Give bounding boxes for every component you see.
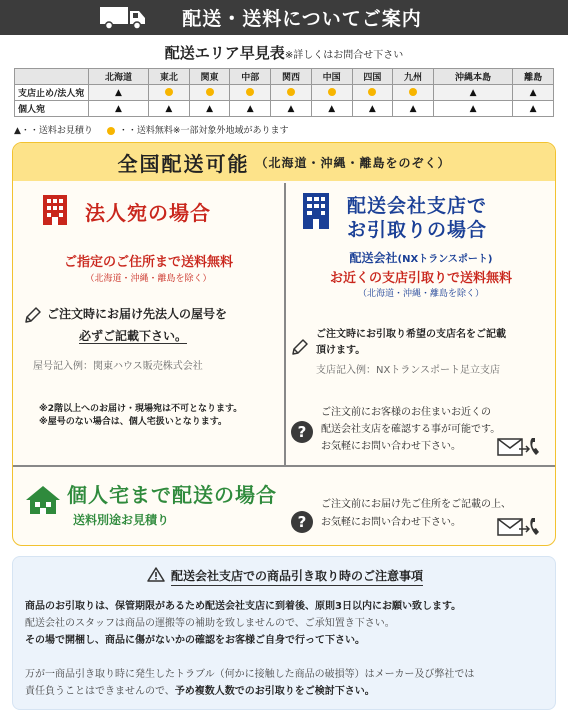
mark-cell	[311, 101, 352, 117]
personal-subtitle: 送料別途お見積り	[73, 513, 170, 527]
mark-cell	[89, 85, 149, 101]
estimate-triangle-icon: ▲	[368, 103, 376, 114]
table-legend	[14, 123, 288, 136]
estimate-triangle-icon: ▲	[115, 87, 122, 98]
mark-cell	[393, 85, 434, 101]
delivery-area-table	[14, 68, 554, 117]
free-dot-icon	[409, 88, 417, 96]
corporate-instruction-1: ご注文時にお届け先法人の屋号を	[47, 307, 228, 321]
notice-line-2: 配送会社のスタッフは商品の運搬等の補助を致しませんので、ご承知置き下さい。	[25, 618, 395, 629]
pickup-question-3: お気軽にお問い合わせ下さい。	[321, 441, 461, 452]
corporate-title: 法人宛の場合	[85, 201, 211, 225]
estimate-triangle-icon: ▲	[469, 87, 477, 98]
pickup-notice-box	[12, 556, 556, 710]
notice-line-4: 万が一商品引き取り時に発生したトラブル（何かに接触した商品の破損等）はメーカー及び弊社では	[25, 669, 475, 680]
estimate-triangle-icon: ▲	[246, 103, 254, 114]
area-table-heading: 配送エリア早見表	[164, 44, 285, 62]
pickup-title-2: お引取りの場合	[347, 219, 488, 241]
area-table-title	[0, 42, 568, 63]
mark-cell	[433, 85, 512, 101]
pencil-icon	[23, 305, 43, 325]
pickup-carrier-name: 配送会社	[349, 251, 398, 265]
corporate-instruction-2: 必ずご記載下さい。	[79, 329, 188, 343]
legend-triangle: ▲・・送料お見積り	[14, 126, 93, 136]
mail-phone-icon	[497, 435, 541, 459]
pickup-example: 支店記入例：NXトランスポート足立支店	[316, 365, 501, 376]
building-red-icon	[43, 195, 67, 225]
personal-question-2: お気軽にお問い合わせ下さい。	[321, 517, 461, 528]
mark-cell	[513, 101, 554, 117]
estimate-triangle-icon: ▲	[115, 103, 122, 114]
pickup-instruction-2: 頂けます。	[316, 345, 366, 356]
pickup-carrier	[285, 249, 556, 266]
corporate-example: 屋号記入例：関東ハウス販売株式会社	[33, 361, 203, 372]
region-header: 関西	[271, 69, 312, 85]
region-header: 沖縄本島	[433, 69, 512, 85]
personal-title: 個人宅まで配送の場合	[67, 483, 277, 507]
table-row	[15, 101, 554, 117]
question-icon: ?	[291, 511, 313, 533]
free-dot-icon	[368, 88, 376, 96]
row-label: 個人宛	[15, 101, 89, 117]
estimate-triangle-icon: ▲	[409, 103, 417, 114]
corporate-warning-1: ※2階以上へのお届け・現場宛は不可となります。	[39, 404, 243, 414]
mark-cell	[148, 101, 189, 117]
free-dot-icon	[287, 88, 295, 96]
mark-cell	[393, 101, 434, 117]
estimate-triangle-icon: ▲	[529, 87, 537, 98]
pickup-free-note: （北海道・沖縄・離島を除く）	[357, 289, 484, 299]
estimate-triangle-icon: ▲	[206, 103, 213, 114]
free-dot-icon	[165, 88, 173, 96]
area-table-note: ※詳しくはお問合せ下さい	[284, 50, 404, 61]
mark-cell	[311, 85, 352, 101]
region-header: 北海道	[89, 69, 149, 85]
pencil-icon	[290, 337, 310, 357]
pickup-free-line: お近くの支店引取りで送料無料	[329, 271, 512, 286]
notice-line-5	[25, 682, 375, 697]
truck-icon	[100, 7, 146, 29]
dot-icon	[107, 127, 115, 135]
vertical-divider	[284, 183, 286, 465]
notice-title-text: 配送会社支店での商品引き取り時のご注意事項	[171, 569, 423, 586]
corporate-free-line: ご指定のご住所まで送料無料	[63, 255, 233, 270]
pickup-title-1: 配送会社支店で	[347, 195, 488, 217]
horizontal-divider	[13, 465, 556, 467]
corporate-instruction-2-wrap	[79, 327, 187, 344]
house-icon	[25, 485, 61, 515]
region-header: 東北	[148, 69, 189, 85]
nationwide-title: 全国配送可能	[117, 151, 250, 176]
nationwide-banner	[13, 143, 555, 181]
notice-line-5a: 責任負うことはできませんので、	[25, 686, 175, 697]
pickup-question-1: ご注文前にお客様のお住まいお近くの	[321, 407, 491, 418]
estimate-triangle-icon: ▲	[469, 103, 477, 114]
estimate-triangle-icon: ▲	[165, 103, 173, 114]
mark-cell	[189, 85, 230, 101]
region-header: 四国	[352, 69, 393, 85]
pickup-question-2: 配送会社支店を確認する事が可能です。	[321, 424, 501, 435]
notice-title	[13, 567, 557, 584]
estimate-triangle-icon: ▲	[328, 103, 336, 114]
mail-phone-icon	[497, 515, 541, 539]
mark-cell	[352, 101, 393, 117]
estimate-triangle-icon: ▲	[529, 103, 537, 114]
table-corner	[15, 69, 89, 85]
mark-cell	[271, 101, 312, 117]
region-header: 離島	[513, 69, 554, 85]
mark-cell	[433, 101, 512, 117]
region-header: 中部	[230, 69, 271, 85]
nationwide-delivery-box	[12, 142, 556, 546]
table-row	[15, 85, 554, 101]
notice-line-3: その場で開梱し、商品に傷がないかの確認をお客様ご自身で行って下さい。	[25, 635, 365, 646]
mark-cell	[271, 85, 312, 101]
mark-cell	[189, 101, 230, 117]
mark-cell	[352, 85, 393, 101]
warning-icon	[147, 567, 165, 582]
personal-question-1: ご注文前にお届け先ご住所をご記載の上、	[321, 499, 511, 510]
building-blue-icon	[303, 193, 329, 229]
pickup-carrier-company: (NXトランスポート)	[397, 254, 493, 265]
page-title: 配送・送料についてご案内	[182, 8, 422, 30]
row-label: 支店止め/法人宛	[15, 85, 89, 101]
mark-cell	[89, 101, 149, 117]
nationwide-note: （北海道・沖縄・離島をのぞく）	[255, 155, 451, 170]
corporate-warning-2: ※屋号のない場合は、個人宅扱いとなります。	[39, 417, 228, 427]
notice-line-1: 商品のお引取りは、保管期限があるため配送会社支店に到着後、原則3日以内にお願い致します。	[25, 601, 462, 612]
region-header: 九州	[393, 69, 434, 85]
mark-cell	[513, 85, 554, 101]
mark-cell	[230, 101, 271, 117]
region-header: 中国	[311, 69, 352, 85]
mark-cell	[148, 85, 189, 101]
header-bar	[0, 0, 568, 35]
free-dot-icon	[206, 88, 214, 96]
legend-dot: ・・送料無料※一部対象外地域があります	[118, 126, 289, 136]
pickup-instruction-1: ご注文時にお引取り希望の支店名をご記載	[316, 329, 506, 340]
estimate-triangle-icon: ▲	[287, 103, 295, 114]
legend-dot-item	[107, 123, 289, 136]
region-header: 関東	[189, 69, 230, 85]
free-dot-icon	[246, 88, 254, 96]
mark-cell	[230, 85, 271, 101]
question-icon: ?	[291, 421, 313, 443]
notice-line-5b: 予め複数人数でのお引取りをご検討下さい。	[174, 686, 375, 697]
free-dot-icon	[328, 88, 336, 96]
corporate-free-note: （北海道・沖縄・離島を除く）	[85, 274, 212, 284]
